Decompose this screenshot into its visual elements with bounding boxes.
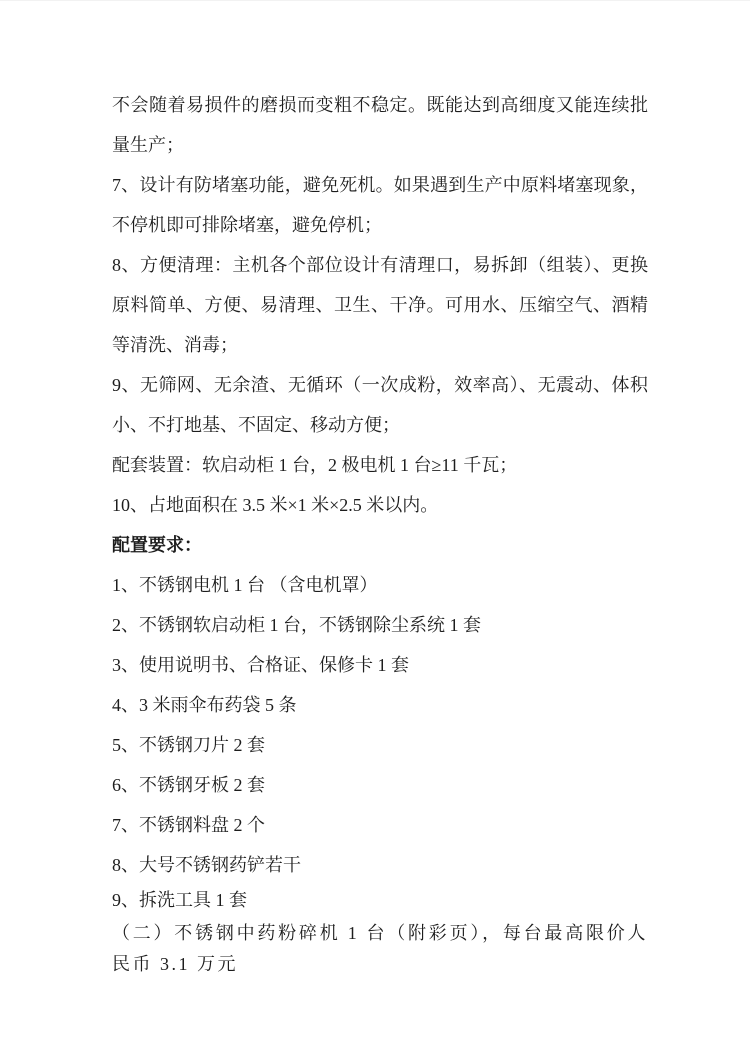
paragraph: 2、不锈钢软启动柜 1 台，不锈钢除尘系统 1 套 [112, 615, 481, 635]
paragraph: （二）不锈钢中药粉碎机 1 台（附彩页），每台最高限价人民币 3.1 万元 [112, 923, 648, 974]
paragraph: 5、不锈钢刀片 2 套 [112, 735, 265, 755]
paragraph: 8、方便清理：主机各个部位设计有清理口，易拆卸（组装）、更换原料简单、方便、易清理、卫生、干净。可用水、压缩空气、酒精等清洗、消毒； [112, 255, 648, 355]
paragraph: 6、不锈钢牙板 2 套 [112, 775, 265, 795]
document-body [0, 1, 750, 980]
paragraph: 4、3 米雨伞布药袋 5 条 [112, 695, 297, 715]
paragraph: 3、使用说明书、合格证、保修卡 1 套 [112, 655, 409, 675]
paragraph: 9、拆洗工具 1 套 [112, 890, 247, 910]
paragraph: 7、不锈钢料盘 2 个 [112, 815, 265, 835]
paragraph: 10、占地面积在 3.5 米×1 米×2.5 米以内。 [112, 495, 439, 515]
paragraph: 不会随着易损件的磨损而变粗不稳定。既能达到高细度又能连续批量生产； [112, 95, 648, 155]
paragraph: 1、不锈钢电机 1 台 （含电机罩） [112, 575, 378, 595]
paragraph: 8、大号不锈钢药铲若干 [112, 855, 301, 875]
paragraph: 9、无筛网、无余渣、无循环（一次成粉，效率高）、无震动、体积小、不打地基、不固定、移动方便； [112, 375, 648, 435]
paragraph: 配置要求： [112, 535, 202, 555]
paragraph: 配套装置：软启动柜 1 台，2 极电机 1 台≥11 千瓦； [112, 455, 518, 475]
paragraph: 7、设计有防堵塞功能，避免死机。如果遇到生产中原料堵塞现象，不停机即可排除堵塞，避免停机； [112, 175, 648, 235]
